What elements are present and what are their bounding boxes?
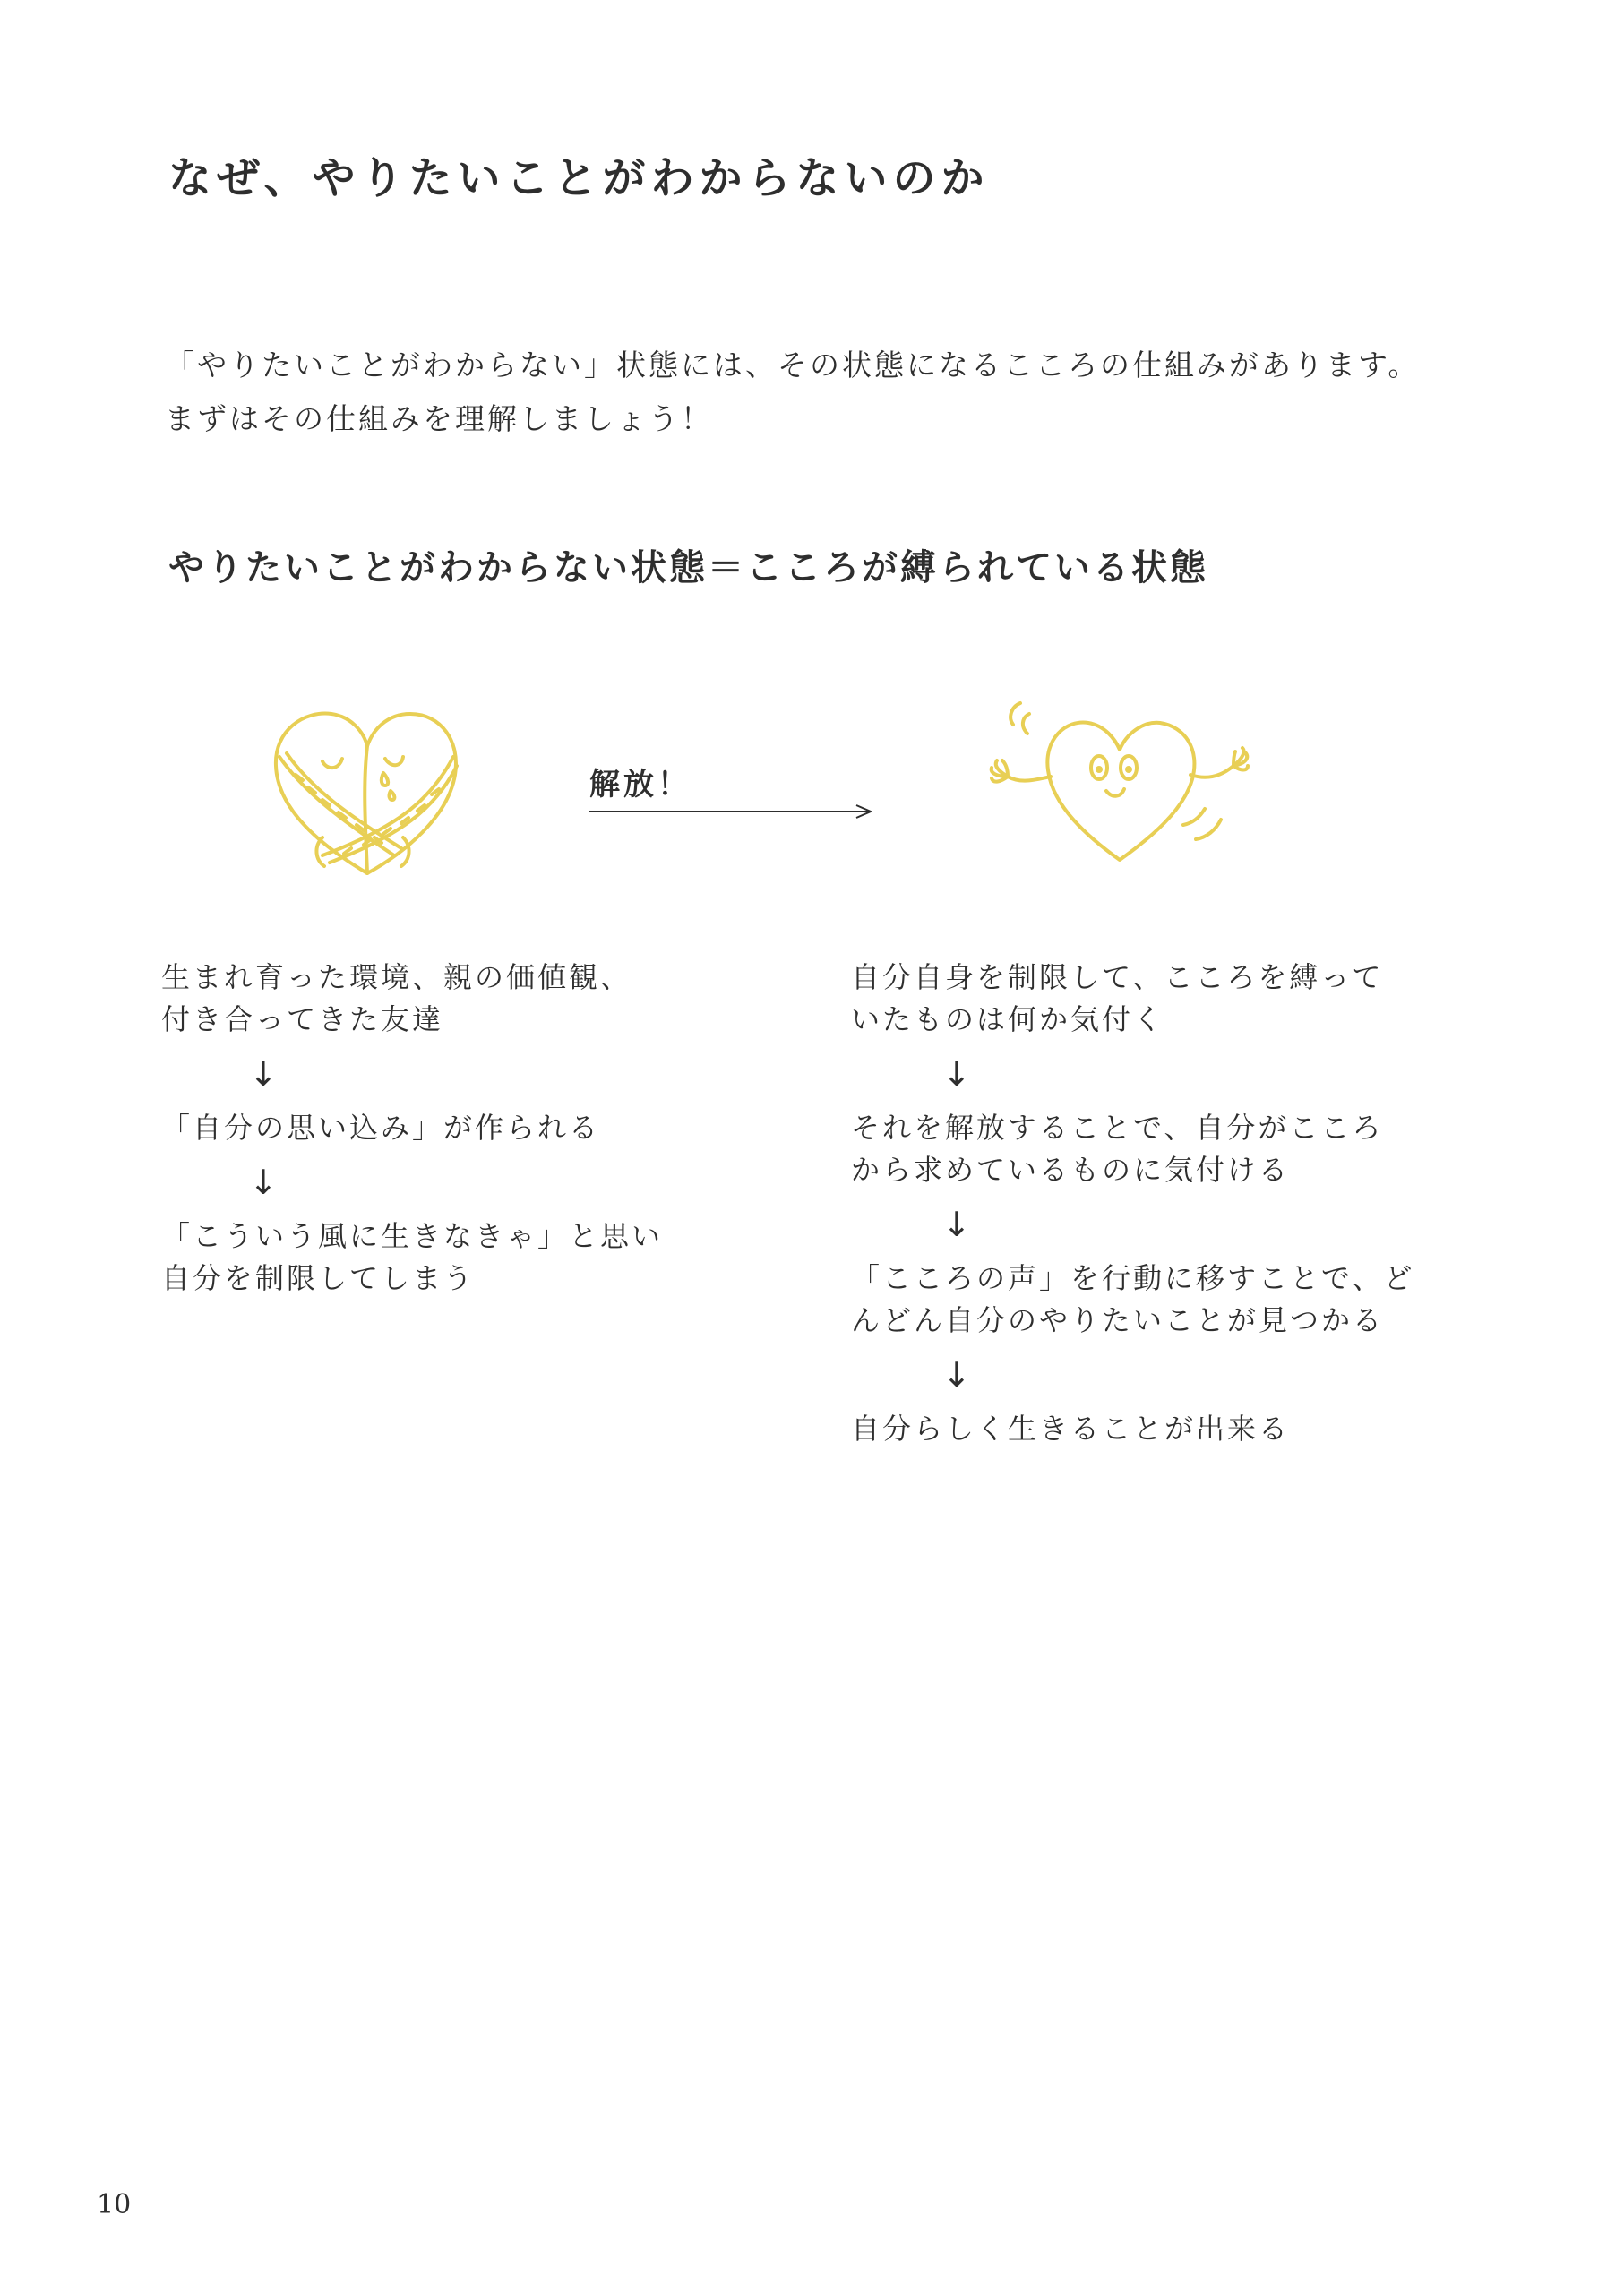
flow-step xyxy=(851,1408,1414,1450)
flow-step-line: 自分を制限してしまう xyxy=(161,1261,476,1295)
page-number: 10 xyxy=(97,2189,132,2220)
flow-step-line: それを解放することで、自分がこころ xyxy=(851,1111,1384,1145)
flow-step xyxy=(851,957,1414,1041)
flow-step xyxy=(851,1258,1414,1342)
flow-step xyxy=(161,1215,663,1300)
left-flow xyxy=(161,957,663,1300)
flow-step-line: 「自分の思い込み」が作られる xyxy=(161,1111,601,1145)
flow-step-line: 「こういう風に生きなきゃ」と思い xyxy=(161,1219,664,1253)
page-title: なぜ、やりたいことがわからないのか xyxy=(168,153,990,203)
happy-heart-icon xyxy=(981,694,1259,891)
flow-step-line: 自分らしく生きることが出来る xyxy=(851,1412,1291,1446)
flow-step-line: から求めているものに気付ける xyxy=(851,1153,1291,1187)
flow-step-line: 付き合ってきた友達 xyxy=(161,1002,444,1036)
tied-heart-icon xyxy=(269,703,466,882)
flow-step xyxy=(161,1107,663,1149)
intro-line: まずはその仕組みを理解しましょう！ xyxy=(165,401,713,436)
flow-step-line: 「こころの声」を行動に移すことで、ど xyxy=(851,1261,1415,1295)
right-arrow-icon xyxy=(589,803,872,820)
flow-step-line: 生まれ育った環境、親の価値観、 xyxy=(161,960,632,994)
right-flow xyxy=(851,957,1414,1450)
intro-line: 「やりたいことがわからない」状態には、その状態になるこころの仕組みがあります。 xyxy=(165,348,1421,382)
section-heading: やりたいことがわからない状態＝こころが縛られている状態 xyxy=(168,547,1208,588)
flow-step-line: いたものは何か気付く xyxy=(851,1002,1165,1036)
intro-text xyxy=(165,339,1420,446)
flow-step-line: 自分自身を制限して、こころを縛って xyxy=(851,960,1384,994)
down-arrow-icon: ↓ xyxy=(249,1054,280,1094)
release-label: 解放！ xyxy=(589,767,692,803)
flow-step xyxy=(161,957,663,1041)
down-arrow-icon: ↓ xyxy=(942,1205,974,1244)
flow-step xyxy=(851,1107,1414,1191)
down-arrow-icon: ↓ xyxy=(942,1054,974,1094)
down-arrow-icon: ↓ xyxy=(942,1355,974,1395)
flow-step-line: んどん自分のやりたいことが見つかる xyxy=(851,1303,1385,1337)
down-arrow-icon: ↓ xyxy=(249,1163,280,1202)
